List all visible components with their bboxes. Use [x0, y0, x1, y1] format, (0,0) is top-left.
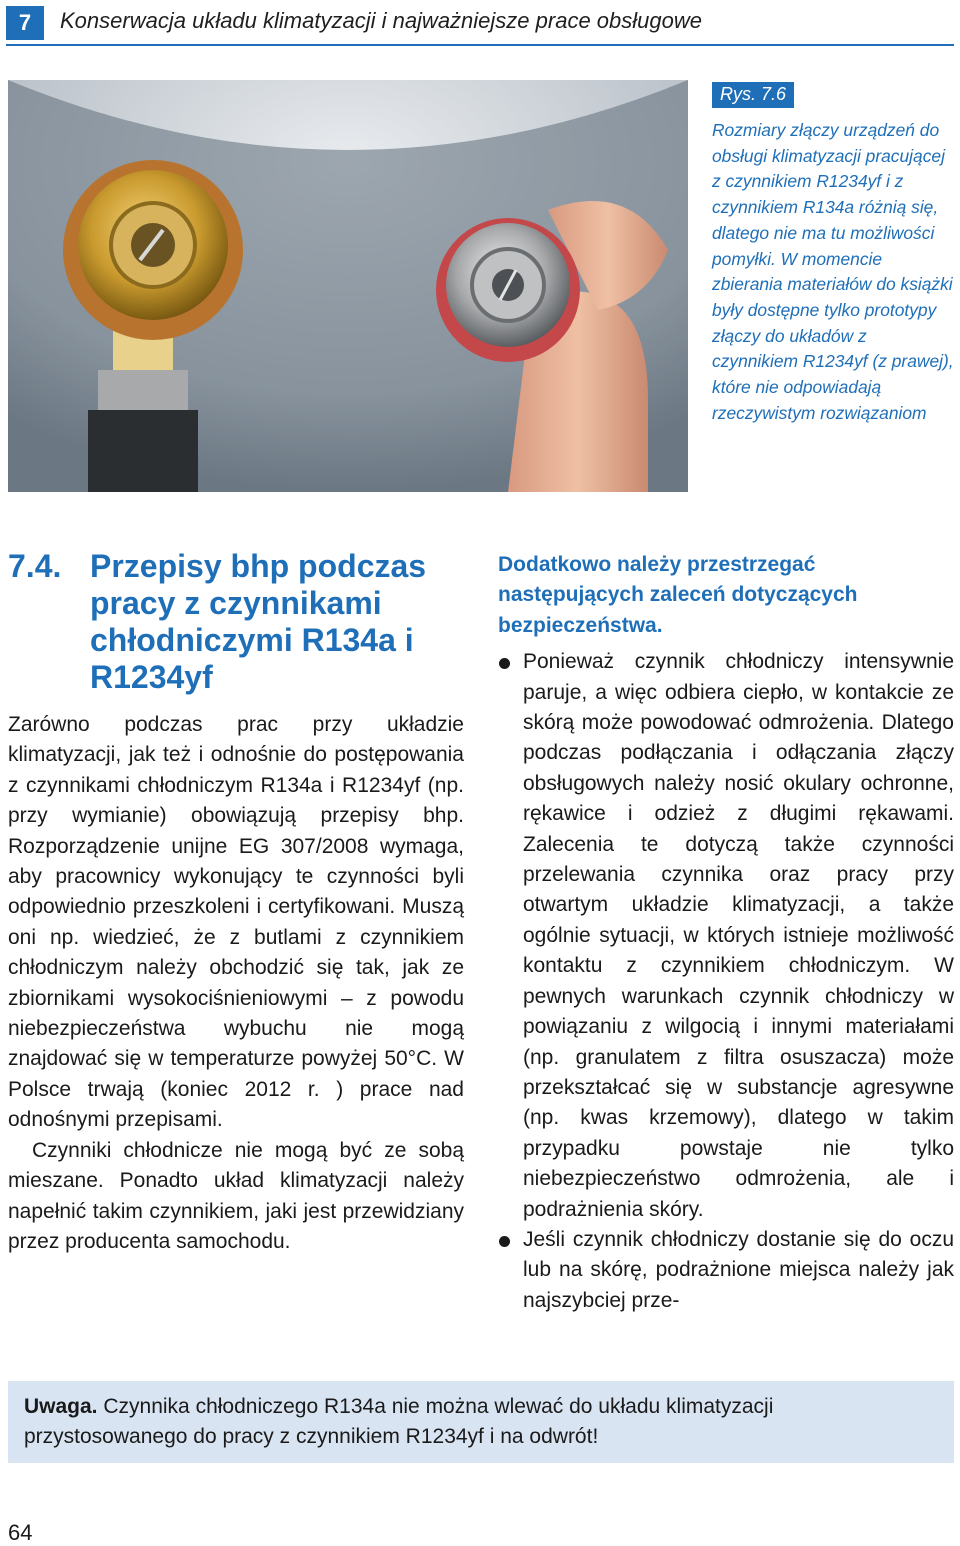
- warning-note: [8, 1381, 954, 1463]
- page-number: 64: [8, 1520, 33, 1545]
- figure-caption: Rozmiary złączy urządzeń do obsługi klimatyzacji pracującej z czynnikiem R1234yf i z czynnikiem R134a różnią się, dlatego nie ma tu możliwości pomyłki. W momencie zbierania materiałów do książki były dostępne tylko prototypy złączy do układów z czynnikiem R1234yf (z prawej), które nie odpowiadają rzeczywistym rozwiązaniom: [712, 120, 954, 423]
- list-item-text: Jeśli czynnik chłodniczy dostanie się do oczu lub na skórę, podrażnione miejsca należy jak najszybciej prze-: [523, 1227, 954, 1312]
- figure-photo: [8, 80, 688, 492]
- chapter-number-badge: 7: [6, 6, 44, 40]
- bullet-icon: [499, 1236, 510, 1247]
- header-divider: [6, 44, 954, 46]
- left-column: [8, 710, 464, 1257]
- section-number: 7.4.: [8, 548, 62, 584]
- chapter-title: Konserwacja układu klimatyzacji i najważniejsze prace obsługowe: [60, 8, 702, 33]
- body-paragraph: Zarówno podczas prac przy układzie klimatyzacji, jak też i odnośnie do postępowania z czynnikami chłodniczym R134a i R1234yf (np. przy wymianie) obowiązują przepisy bhp. Rozporządzenie unijne EG 307/2008 wymaga, aby pracownicy wykonujący te czynności byli odpowiednio przeszkoleni i certyfikowani. Muszą oni np. wiedzieć, że z butlami z czynnikiem chłodniczym należy obchodzić się tak, jak ze zbiornikami wysokociśnieniowymi – z powodu niebezpieczeństwa wybuchu nie mogą znajdować się w temperaturze powyżej 50°C. W Polsce trwają (koniec 2012 r. ) prace nad odnośnymi przepisami.: [8, 713, 464, 1132]
- safety-list: [498, 647, 954, 1316]
- note-label: Uwaga.: [24, 1395, 98, 1418]
- body-paragraph: Czynniki chłodnicze nie mogą być ze sobą mieszane. Ponadto układ klimatyzacji należy napełnić takim czynnikiem, jaki jest przewidziany przez producenta samochodu.: [8, 1138, 464, 1253]
- list-item: [498, 1225, 954, 1316]
- figure-label: Rys. 7.6: [712, 82, 794, 108]
- safety-intro: Dodatkowo należy przestrzegać następujących zaleceń dotyczących bezpieczeństwa.: [498, 553, 858, 637]
- note-text: Czynnika chłodniczego R134a nie można wlewać do układu klimatyzacji przystosowanego do pracy z czynnikiem R1234yf i na odwrót!: [24, 1395, 774, 1448]
- section-title: Przepisy bhp podczas pracy z czynnikami chłodniczymi R134a i R1234yf: [90, 548, 427, 695]
- list-item-text: Ponieważ czynnik chłodniczy intensywnie paruje, a więc odbiera ciepło, w kontakcie ze skórą może powodować odmrożenia. Dlatego podczas podłączania i odłączania złączy obsługowych należy nosić okulary ochronne, rękawice i odzież z długimi rękawami. Zalecenia te dotyczą także czynności przelewania czynnika oraz pracy przy otwartym układzie klimatyzacji, a także ogólnie sytuacji, w których istnieje możliwość kontaktu z czynnikiem chłodniczym. W pewnych warunkach czynnik chłodniczy w powiązaniu z wilgocią i innymi materiałami (np. granulatem z filtra osuszacza) może przekształcać się w substancje agresywne (np. kwas krzemowy), dlatego w takim przypadku powstaje nie tylko niebezpieczeństwo odmrożenia, ale i podrażnienia skóry.: [523, 650, 954, 1221]
- connector-photo-illustration: [8, 80, 688, 492]
- bullet-icon: [499, 658, 510, 669]
- right-column: [498, 550, 954, 1316]
- list-item: [498, 647, 954, 1225]
